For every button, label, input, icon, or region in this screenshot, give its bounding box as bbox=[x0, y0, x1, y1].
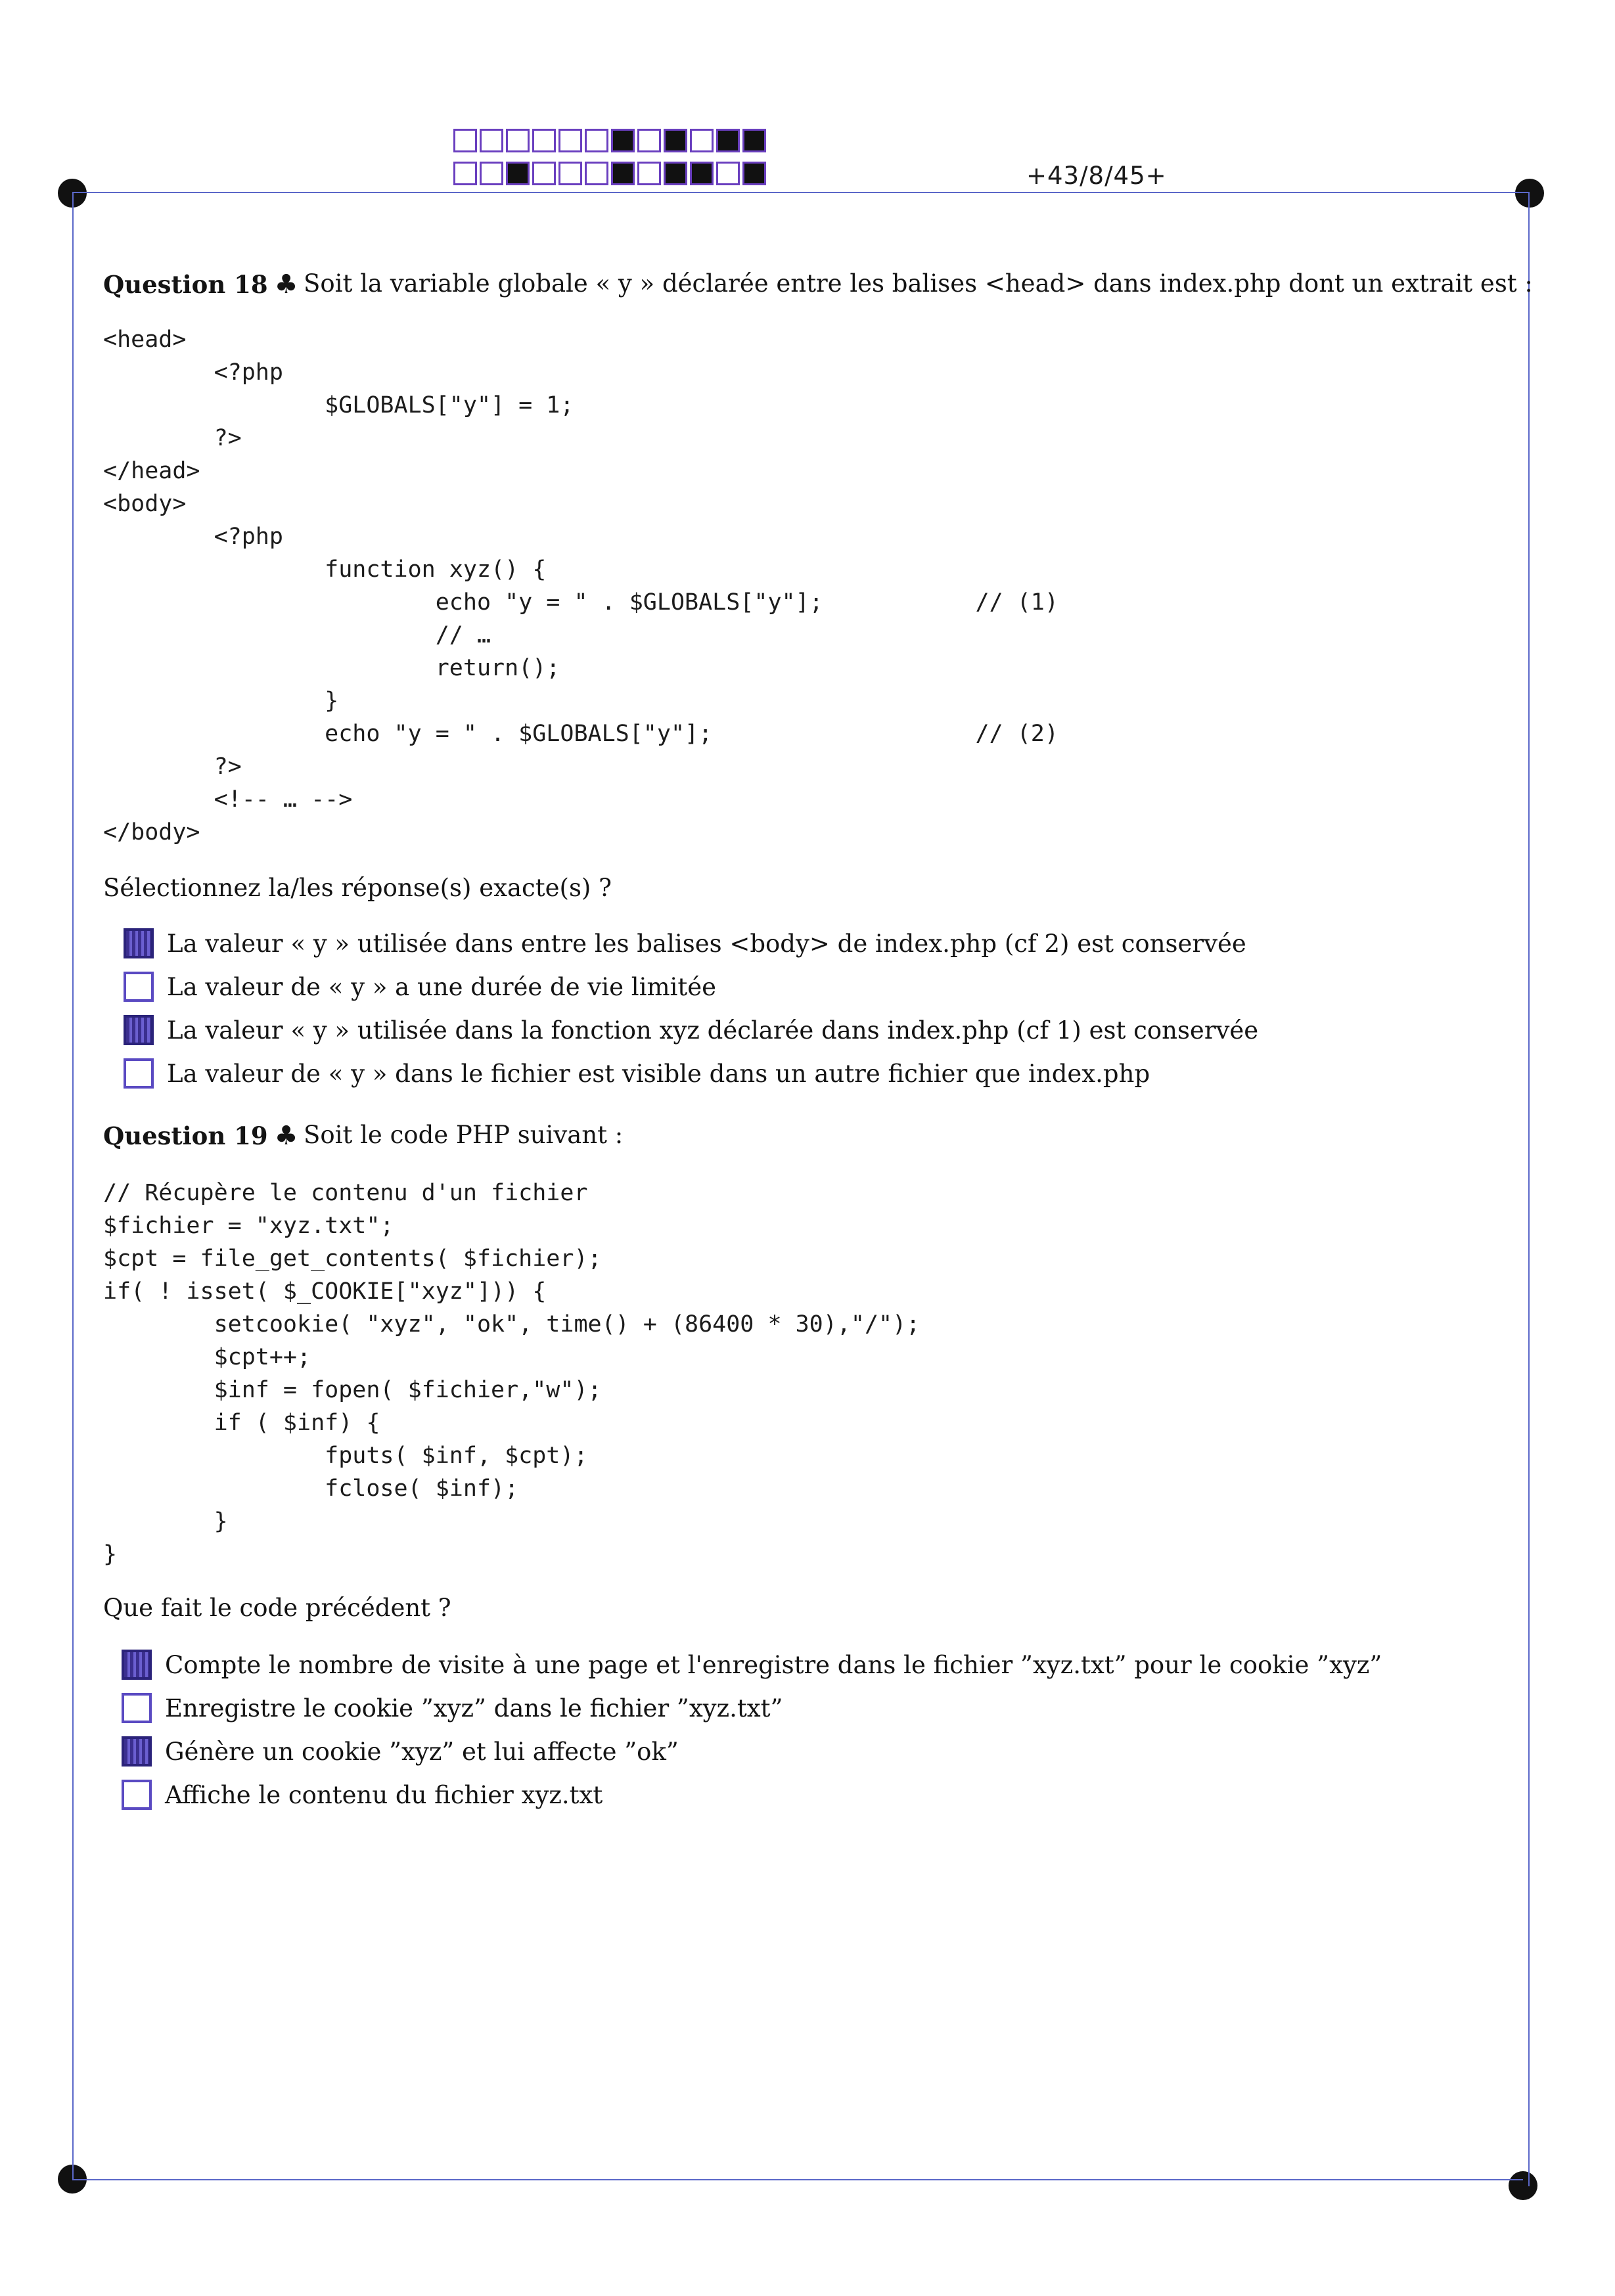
barcode-row-2 bbox=[453, 162, 769, 185]
question-18-header bbox=[103, 269, 1533, 300]
question-19-text: Soit le code PHP suivant : bbox=[304, 1121, 624, 1149]
barcode-cell bbox=[506, 129, 530, 152]
barcode-cell bbox=[480, 129, 503, 152]
q19-answer-4-checkbox[interactable] bbox=[122, 1780, 152, 1810]
barcode-cell bbox=[742, 129, 766, 152]
q18-answer-4-label: La valeur de « y » dans le fichier est visible dans un autre fichier que index.php bbox=[167, 1059, 1150, 1088]
barcode-cell bbox=[506, 162, 530, 185]
corner-mark-top-right bbox=[1515, 179, 1544, 208]
q19-answer-3-checkbox[interactable] bbox=[122, 1736, 152, 1767]
question-18-prompt: Sélectionnez la/les réponse(s) exacte(s) ? bbox=[103, 874, 612, 902]
club-icon: ♣ bbox=[274, 269, 298, 300]
barcode-row-1 bbox=[453, 129, 769, 152]
q18-answer-1-checkbox[interactable] bbox=[124, 928, 154, 958]
barcode-cell bbox=[716, 129, 740, 152]
barcode-cell bbox=[664, 129, 687, 152]
barcode-cell bbox=[742, 162, 766, 185]
barcode-cell bbox=[611, 129, 635, 152]
q18-answer-2-label: La valeur de « y » a une durée de vie limitée bbox=[167, 972, 717, 1001]
q19-answer-1-checkbox[interactable] bbox=[122, 1650, 152, 1680]
question-19-header bbox=[103, 1121, 624, 1151]
frame-left bbox=[72, 192, 74, 2180]
q19-answer-3[interactable] bbox=[122, 1735, 679, 1768]
barcode-cell bbox=[532, 162, 556, 185]
q18-answer-4[interactable] bbox=[124, 1057, 1150, 1090]
barcode-cell bbox=[558, 162, 582, 185]
barcode-cell bbox=[480, 162, 503, 185]
q19-answer-2-checkbox[interactable] bbox=[122, 1693, 152, 1723]
barcode-cell bbox=[453, 162, 477, 185]
page-identifier: +43/8/45+ bbox=[1026, 162, 1167, 190]
question-19-number: Question 19 bbox=[103, 1121, 268, 1150]
barcode-cell bbox=[664, 162, 687, 185]
barcode-cell bbox=[532, 129, 556, 152]
q19-answer-1[interactable] bbox=[122, 1648, 1382, 1681]
frame-bottom bbox=[72, 2179, 1523, 2180]
q19-answer-4-label: Affiche le contenu du fichier xyz.txt bbox=[165, 1780, 603, 1809]
barcode-cell bbox=[637, 129, 661, 152]
barcode-cell bbox=[453, 129, 477, 152]
barcode-cell bbox=[716, 162, 740, 185]
q19-answer-4[interactable] bbox=[122, 1778, 603, 1811]
q19-answer-1-label: Compte le nombre de visite à une page et l'enregistre dans le fichier ”xyz.txt” pour le cookie ”xyz” bbox=[165, 1650, 1382, 1679]
barcode-cell bbox=[690, 129, 714, 152]
frame-top bbox=[72, 192, 1530, 193]
barcode-cell bbox=[690, 162, 714, 185]
barcode-cell bbox=[637, 162, 661, 185]
q19-answer-2[interactable] bbox=[122, 1692, 783, 1724]
q18-answer-2[interactable] bbox=[124, 970, 716, 1003]
q18-answer-2-checkbox[interactable] bbox=[124, 972, 154, 1002]
club-icon: ♣ bbox=[274, 1121, 298, 1151]
question-19-code: // Récupère le contenu d'un fichier $fichier = "xyz.txt"; $cpt = file_get_contents( $fichier); if( ! isset( $_COOKIE["xyz"])) { setcookie( "xyz", "ok", time() + (86400 * 30),"/"); $cpt++; $inf = fopen( $fichier,"w"); if ( $inf) { fputs( $inf, $cpt); fclose( $inf); } } bbox=[103, 1180, 921, 1567]
barcode-cell bbox=[585, 162, 608, 185]
q18-answer-3-label: La valeur « y » utilisée dans la fonction xyz déclarée dans index.php (cf 1) est conservée bbox=[167, 1016, 1259, 1045]
question-18-code: <head> <?php $GLOBALS["y"] = 1; ?> </head> <body> <?php function xyz() { echo "y = " . $GLOBALS["y"]; // (1) // … return(); } echo "y = " . $GLOBALS["y"]; // (2) ?> <!-- … --> </body> bbox=[103, 326, 1058, 845]
barcode-cell bbox=[558, 129, 582, 152]
q19-answer-2-label: Enregistre le cookie ”xyz” dans le fichier ”xyz.txt” bbox=[165, 1694, 783, 1722]
q18-answer-4-checkbox[interactable] bbox=[124, 1058, 154, 1089]
corner-mark-bottom-right bbox=[1509, 2171, 1537, 2200]
q18-answer-1-label: La valeur « y » utilisée dans entre les balises <body> de index.php (cf 2) est conservée bbox=[167, 929, 1246, 958]
q18-answer-1[interactable] bbox=[124, 927, 1246, 960]
barcode-cell bbox=[585, 129, 608, 152]
q18-answer-3-checkbox[interactable] bbox=[124, 1015, 154, 1045]
q19-answer-3-label: Génère un cookie ”xyz” et lui affecte ”ok” bbox=[165, 1737, 679, 1766]
question-18-text: Soit la variable globale « y » déclarée entre les balises <head> dans index.php dont un extrait est : bbox=[304, 269, 1533, 298]
q18-answer-3[interactable] bbox=[124, 1014, 1258, 1047]
question-19-prompt: Que fait le code précédent ? bbox=[103, 1594, 451, 1622]
question-18-number: Question 18 bbox=[103, 270, 268, 299]
frame-right bbox=[1528, 192, 1530, 2186]
barcode-cell bbox=[611, 162, 635, 185]
